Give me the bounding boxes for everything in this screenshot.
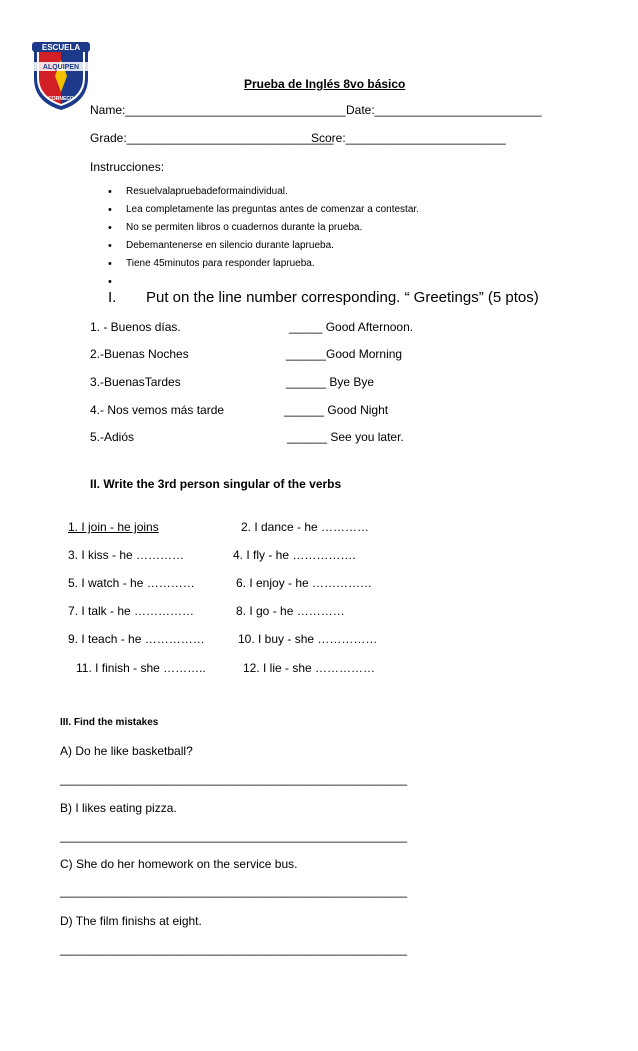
score-field[interactable]: Score:________________________: [311, 131, 506, 145]
greeting-left: 1. - Buenos días.: [90, 320, 181, 334]
verb-item[interactable]: 12. I lie - she ……………: [243, 661, 376, 675]
verb-item[interactable]: 4. I fly - he …………….: [233, 548, 356, 562]
logo-top-text: ESCUELA: [41, 43, 81, 52]
list-item: • Debemantenerse en silencio durante laprueba.: [108, 237, 419, 255]
answer-line[interactable]: ____________________________________________________: [60, 884, 408, 898]
greeting-left: 3.-BuenasTardes: [90, 375, 181, 389]
greeting-left: 5.-Adiós: [90, 430, 135, 444]
grade-field[interactable]: Grade:_______________________________: [90, 131, 334, 145]
logo-bottom-text: CORNECO: [48, 96, 74, 102]
logo-middle-text: ALQUIPEN: [42, 64, 80, 71]
section2-title: II. Write the 3rd person singular of the verbs: [90, 477, 342, 491]
verb-item[interactable]: 7. I talk - he ……………: [68, 604, 195, 618]
mistake-sentence: C) She do her homework on the service bus.: [60, 857, 298, 871]
list-item: • Lea completamente las preguntas antes de comenzar a contestar.: [108, 201, 419, 219]
greeting-left: 2.-Buenas Noches: [90, 347, 189, 361]
page-title: Prueba de Inglés 8vo básico: [244, 77, 406, 91]
verb-item[interactable]: 8. I go - he …………: [236, 604, 345, 618]
greeting-answer[interactable]: _____ Good Afternoon.: [289, 320, 414, 334]
verb-item[interactable]: 11. I finish - she ………..: [76, 661, 206, 675]
list-item: • Tiene 45minutos para responder laprueba.: [108, 255, 419, 273]
verb-item[interactable]: 6. I enjoy - he ……………: [236, 576, 373, 590]
instructions-heading: Instrucciones:: [90, 160, 165, 174]
verb-item[interactable]: 9. I teach - he ……………: [68, 632, 205, 646]
mistake-sentence: A) Do he like basketball?: [60, 744, 193, 758]
verb-example: 1. I join - he joins: [68, 520, 159, 534]
verb-item[interactable]: 3. I kiss - he …………: [68, 548, 185, 562]
section3-title: III. Find the mistakes: [60, 717, 159, 728]
greeting-answer[interactable]: ______Good Morning: [286, 347, 403, 361]
greeting-answer[interactable]: ______ Good Night: [284, 403, 389, 417]
verb-item[interactable]: 5. I watch - he …………: [68, 576, 195, 590]
greeting-left: 4.- Nos vemos más tarde: [90, 403, 225, 417]
answer-line[interactable]: ____________________________________________________: [60, 829, 408, 843]
answer-line[interactable]: ____________________________________________________: [60, 942, 408, 956]
name-field[interactable]: Name:_________________________________: [90, 103, 346, 117]
greeting-answer[interactable]: ______ Bye Bye: [286, 375, 375, 389]
mistake-sentence: D) The film finishs at eight.: [60, 914, 202, 928]
section1-numeral: I.: [108, 289, 117, 306]
verb-item[interactable]: 2. I dance - he …………: [241, 520, 370, 534]
date-field[interactable]: Date:_________________________: [346, 103, 542, 117]
greeting-answer[interactable]: ______ See you later.: [287, 430, 404, 444]
list-item: • No se permiten libros o cuadernos durante la prueba.: [108, 219, 419, 237]
school-logo: [30, 40, 92, 112]
verb-item[interactable]: 10. I buy - she ……………: [238, 632, 378, 646]
mistake-sentence: B) I likes eating pizza.: [60, 801, 177, 815]
list-item: • Resuelvalapruebadeformaindividual.: [108, 183, 419, 201]
answer-line[interactable]: ____________________________________________________: [60, 772, 408, 786]
section1-title: Put on the line number corresponding. “ Greetings” (5 ptos): [146, 289, 539, 306]
instructions-list: [108, 183, 419, 291]
